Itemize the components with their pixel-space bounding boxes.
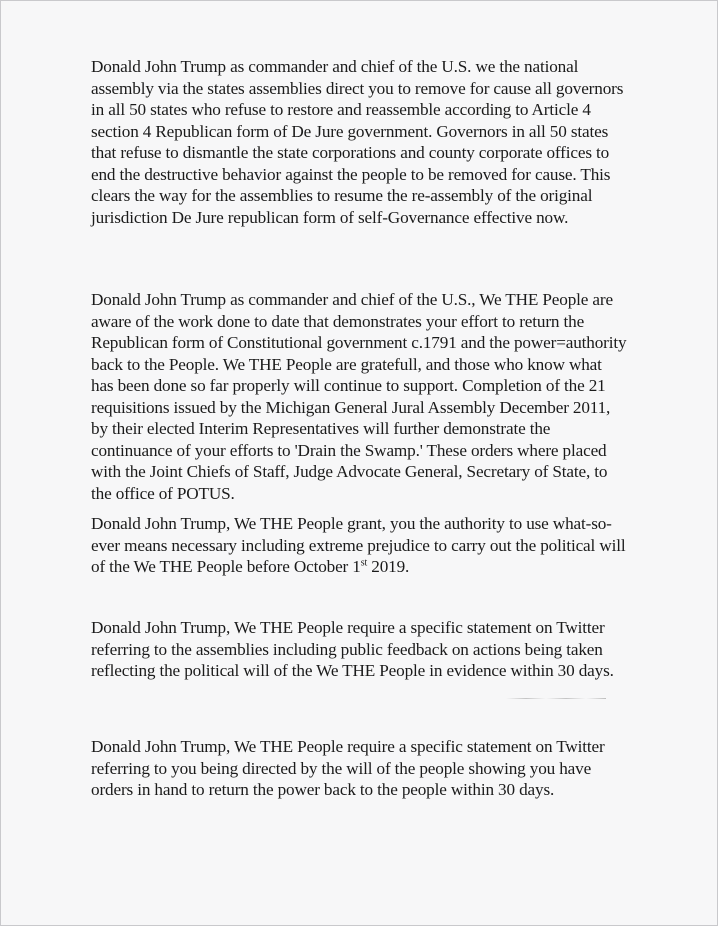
scan-smudge bbox=[506, 698, 606, 699]
paragraph-remove-governors: Donald John Trump as commander and chief of the U.S. we the national assembly via the states assemblies direct you to remove for cause all governors in all 50 states who refuse to restore and reassemble according to Article 4 section 4 Republican form of De Jure government. Governors in all 50 states that refuse to dismantle the state corporations and county corporate offices to end the destructive behavior against the people to be removed for cause. This clears the way for the assemblies to resume the re-assembly of the original jurisdiction De Jure republican form of self-Governance effective now. bbox=[91, 57, 624, 227]
paragraph-requisitions: Donald John Trump as commander and chief of the U.S., We THE People are aware of the work done to date that demonstrates your effort to return the Republican form of Constitutional government c.1791 and the power=authority back to the People. We THE People are gratefull, and those who know what has been done so far properly will continue to support. Completion of the 21 requisitions issued by the Michigan General Jural Assembly December 2011, by their elected Interim Representatives will further demonstrate the continuance of your efforts to 'Drain the Swamp.' These orders where placed with the Joint Chiefs of Staff, Judge Advocate General, Secretary of State, to the office of POTUS. bbox=[91, 290, 627, 503]
paragraph-twitter-assemblies: Donald John Trump, We THE People require a specific statement on Twitter referring to the assemblies including public feedback on actions being taken reflecting the political will of the We THE People in evidence within 30 days. bbox=[91, 618, 614, 680]
grant-authority-text: Donald John Trump, We THE People grant, you the authority to use what-so-ever means necessary including extreme prejudice to carry out the political will of the We THE People before October 1 bbox=[91, 514, 626, 576]
ordinal-suffix: st bbox=[360, 557, 368, 569]
paragraph-twitter-orders: Donald John Trump, We THE People require a specific statement on Twitter referring to you being directed by the will of the people showing you have orders in hand to return the power back to the people within 30 days. bbox=[91, 737, 605, 799]
paragraph-grant-authority bbox=[91, 513, 627, 578]
grant-authority-year: 2019. bbox=[367, 557, 410, 576]
